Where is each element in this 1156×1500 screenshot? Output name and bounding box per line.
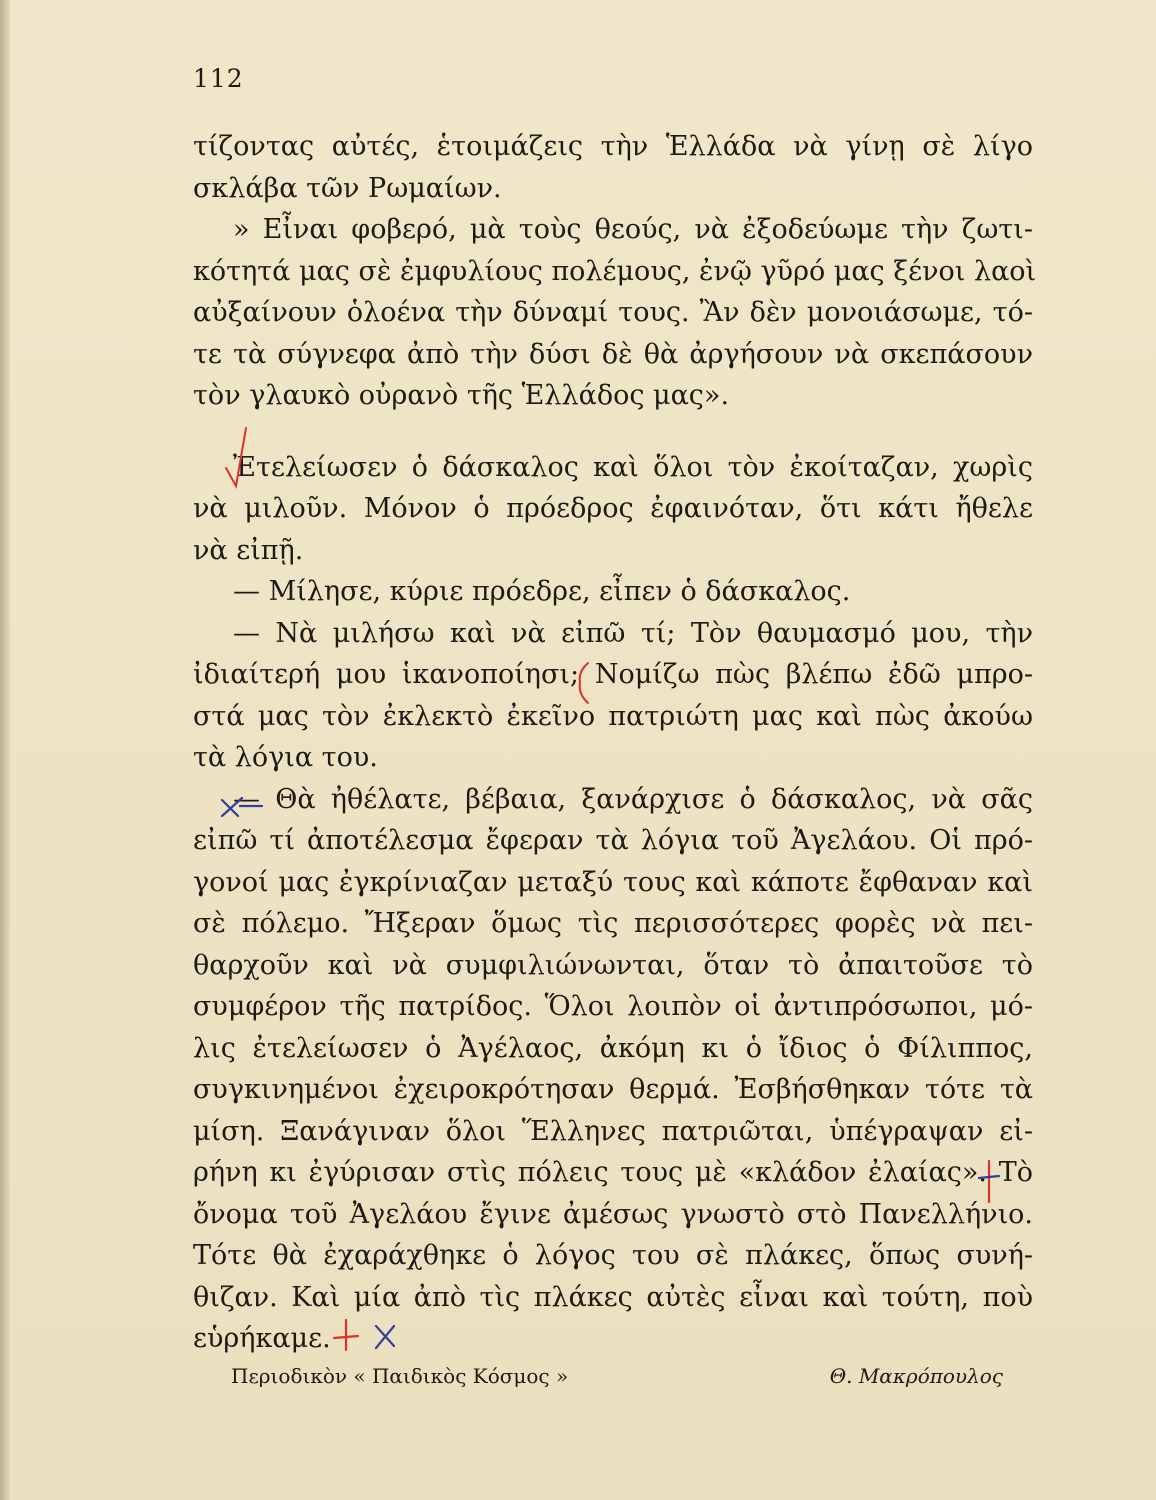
text-line: νὰ μιλοῦν. Μόνον ὁ πρόεδρος ἐφαινόταν, ὅτι κάτι ἤθελε: [193, 493, 1033, 524]
page-edge-shadow: [0, 0, 10, 1500]
text-line: — Θὰ ἠθέλατε, βέβαια, ξανάρχισε ὁ δάσκαλος, νὰ σᾶς: [233, 783, 1033, 815]
text-line: θιζαν. Καὶ μία ἀπὸ τὶς πλάκες αὐτὲς εἶναι καὶ τούτη, ποὺ: [193, 1281, 1033, 1313]
text-line: νὰ εἰπῇ.: [193, 534, 304, 566]
paragraph-gap: [193, 417, 1033, 447]
text-line: εὑρήκαμε.: [193, 1323, 331, 1354]
footer-author: Θ. Μακρόπουλος: [829, 1364, 1003, 1388]
text-line: σκλάβα τῶν Ρωμαίων.: [193, 172, 502, 204]
blue-cross-mark-icon: [216, 792, 264, 822]
text-line: Ἐτελείωσεν ὁ δάσκαλος καὶ ὅλοι τὸν ἐκοίταζαν, χωρὶς: [233, 451, 1033, 483]
text-line: ὄνομα τοῦ Ἀγελάου ἔγινε ἀμέσως γνωστὸ στὸ Πανελλήνιο.: [193, 1198, 1033, 1230]
text-line: θαρχοῦν καὶ νὰ συμφιλιώνωνται, ὅταν τὸ ἀπαιτοῦσε τὸ: [193, 949, 1033, 981]
text-line: » Εἶναι φοβερό, μὰ τοὺς θεούς, νὰ ἐξοδεύωμε τὴν ζωτι-: [233, 214, 1033, 245]
text-line: συμφέρον τῆς πατρίδος. Ὅλοι λοιπὸν οἱ ἀντιπρόσωποι, μό-: [193, 991, 1033, 1022]
text-line: τὰ λόγια του.: [193, 742, 378, 773]
body-text: [193, 126, 1037, 1360]
text-line: λις ἐτελείωσεν ὁ Ἀγέλαος, ἀκόμη κι ὁ ἴδιος ὁ Φίλιππος,: [193, 1032, 1033, 1064]
text-line: στά μας τὸν ἐκλεκτὸ ἐκεῖνο πατριώτη μας καὶ πὼς ἀκούω: [193, 700, 1033, 732]
text-line: ἰδιαίτερή μου ἱκανοποίησι; Νομίζω πὼς βλέπω ἐδῶ μπρο-: [193, 659, 1033, 690]
text-line: τίζοντας αὐτές, ἑτοιμάζεις τὴν Ἑλλάδα νὰ γίνῃ σὲ λίγο: [193, 131, 1033, 162]
end-marks-icon: [332, 1316, 404, 1356]
red-bracket-mark-icon: [574, 660, 594, 706]
text-line: ρήνη κι ἐγύρισαν στὶς πόλεις τους μὲ «κλάδον ἐλαίας». Τὸ: [193, 1157, 1033, 1188]
text-line: — Μίλησε, κύριε πρόεδρε, εἶπεν ὁ δάσκαλος.: [233, 576, 851, 607]
page-footer: [231, 1364, 1003, 1388]
text-line: — Νὰ μιλήσω καὶ νὰ εἰπῶ τί; Τὸν θαυμασμό μου, τὴν: [233, 617, 1033, 649]
text-line: συγκινημένοι ἐχειροκρότησαν θερμά. Ἐσβήσθηκαν τότε τὰ: [193, 1074, 1033, 1105]
text-line: Τότε θὰ ἐχαράχθηκε ὁ λόγος του σὲ πλάκες, ὅπως συνή-: [193, 1240, 1033, 1271]
text-line: μίση. Ξανάγιναν ὅλοι Ἕλληνες πατριῶται, ὑπέγραψαν εἰ-: [193, 1115, 1033, 1147]
text-line: κότητά μας σὲ ἐμφυλίους πολέμους, ἐνῷ γῦρό μας ξένοι λαοὶ: [193, 255, 1037, 287]
page-number: 112: [193, 64, 244, 93]
text-line: σὲ πόλεμο. Ἤξεραν ὅμως τὶς περισσότερες φορὲς νὰ πει-: [193, 908, 1033, 939]
text-line: εἰπῶ τί ἀποτέλεσμα ἔφεραν τὰ λόγια τοῦ Ἀγελάου. Οἱ πρό-: [193, 825, 1033, 856]
text-line: τὸν γλαυκὸ οὐρανὸ τῆς Ἑλλάδος μας».: [193, 380, 730, 411]
text-line: τε τὰ σύγνεφα ἀπὸ τὴν δύσι δὲ θὰ ἀργήσουν νὰ σκεπάσουν: [193, 338, 1033, 370]
text-line: αὐξαίνουν ὁλοένα τὴν δύναμί τους. Ἂν δὲν μονοιάσωμε, τό-: [193, 297, 1033, 328]
red-check-mark-icon: [222, 424, 252, 490]
footer-source: Περιοδικὸν « Παιδικὸς Κόσμος »: [231, 1364, 569, 1388]
text-line: γονοί μας ἐγκρίνιαζαν μεταξύ τους καὶ κάποτε ἔφθαναν καὶ: [193, 866, 1033, 898]
insert-mark-icon: [976, 1158, 1002, 1206]
